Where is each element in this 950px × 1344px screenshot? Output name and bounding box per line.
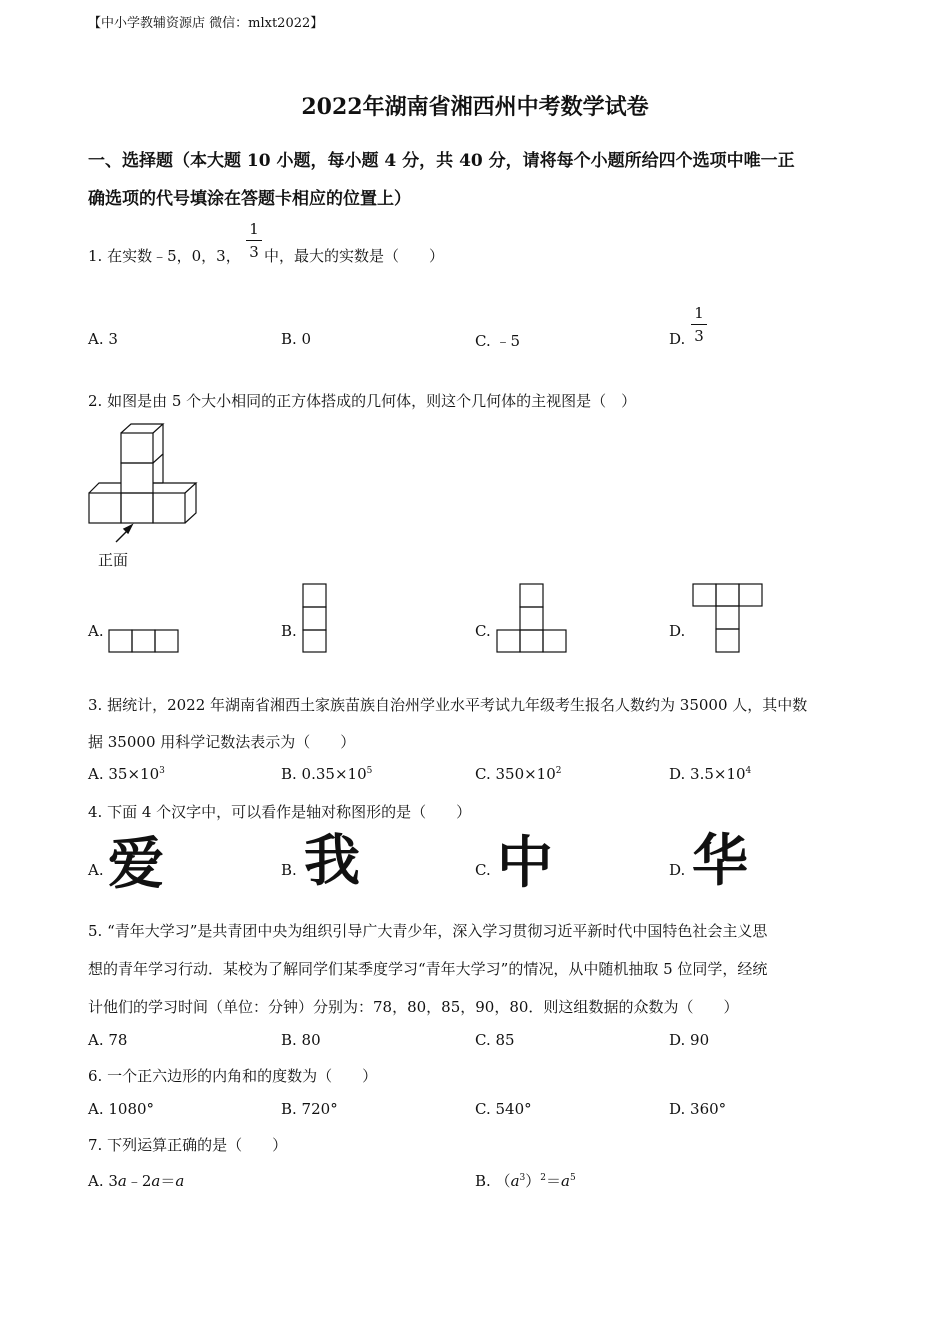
q3-stem-line1: 3. 据统计，2022 年湖南省湘西土家族苗族自治州学业水平考试九年级考生报名人数约为 35000 人，其中数 (88, 696, 808, 714)
q2-front-label: 正面 (98, 551, 129, 569)
q1-fraction-denominator: 3 (249, 243, 259, 261)
q3-option-d[interactable]: D. $3.5\times 10^4$ (669, 765, 752, 783)
q1-option-c[interactable]: C. ﹣5 (475, 332, 521, 350)
q6-stem: 6. 一个正六边形的内角和的度数为（ ） (88, 1067, 378, 1085)
q5-option-a[interactable]: A. 78 (88, 1031, 128, 1049)
q4-char-wo: 我 (304, 829, 360, 894)
q2-option-d[interactable]: D. (669, 622, 686, 640)
q2-option-c-figure (496, 583, 568, 653)
q7-option-b[interactable]: B. $(a^3)^2=a^5$ (475, 1172, 576, 1190)
q5-stem-line1: 5. “青年大学习”是共青团中央为组织引导广大青少年，深入学习贯彻习近平新时代中国特色社会主义思 (88, 922, 768, 940)
q3-option-b[interactable]: B. $0.35\times 10^5$ (281, 765, 373, 783)
q3-stem-line2: 据 35000 用科学记数法表示为（ ） (88, 733, 356, 751)
q1-option-d[interactable]: D. (669, 330, 686, 348)
q3-option-c[interactable]: C. $350\times 10^2$ (475, 765, 562, 783)
q1-option-b[interactable]: B. 0 (281, 330, 312, 348)
q1-option-d-numerator: 1 (694, 304, 704, 322)
q2-option-d-figure (692, 583, 764, 653)
q4-option-c[interactable]: C. (475, 861, 491, 879)
section-heading-line2: 确选项的代号填涂在答题卡相应的位置上） (88, 189, 411, 209)
q1-option-a[interactable]: A. 3 (88, 330, 118, 348)
header-note: 【中小学教辅资源店 微信：mlxt2022】 (88, 16, 324, 31)
q3-option-a[interactable]: A. $35\times 10^3$ (88, 765, 165, 783)
q2-stem: 2. 如图是由 5 个大小相同的正方体搭成的几何体，则这个几何体的主视图是（ ） (88, 392, 637, 410)
q4-stem: 4. 下面 4 个汉字中，可以看作是轴对称图形的是（ ） (88, 803, 472, 821)
q4-char-zhong: 中 (497, 831, 553, 896)
q2-option-a[interactable]: A. (88, 622, 104, 640)
q1-fraction-numerator: 1 (249, 220, 259, 238)
q2-option-b[interactable]: B. (281, 622, 297, 640)
q5-option-b[interactable]: B. 80 (281, 1031, 321, 1049)
q6-option-c[interactable]: C. 540° (475, 1100, 532, 1118)
q7-stem: 7. 下列运算正确的是（ ） (88, 1136, 288, 1154)
q6-option-d[interactable]: D. 360° (669, 1100, 727, 1118)
q2-geometry-figure (86, 422, 206, 552)
section-heading-line1: 一、选择题（本大题 10 小题，每小题 4 分，共 40 分，请将每个小题所给四个选项中唯一正 (88, 151, 795, 171)
q4-option-d[interactable]: D. (669, 861, 686, 879)
page-title: 2022年湖南省湘西州中考数学试卷 (301, 94, 649, 120)
q5-option-d[interactable]: D. 90 (669, 1031, 710, 1049)
q4-char-ai: 爱 (108, 832, 164, 897)
q1-fraction (246, 220, 262, 261)
q2-option-c[interactable]: C. (475, 622, 491, 640)
q1-option-d-denominator: 3 (694, 327, 704, 345)
q5-option-c[interactable]: C. 85 (475, 1031, 515, 1049)
q2-option-b-figure (302, 583, 328, 653)
q2-option-a-figure (108, 629, 180, 653)
q4-char-hua: 华 (692, 829, 748, 894)
q5-stem-line3: 计他们的学习时间（单位：分钟）分别为：78，80，85，90，80．则这组数据的众数为（ ） (88, 998, 739, 1016)
q5-stem-line2: 想的青年学习行动．某校为了解同学们某季度学习“青年大学习”的情况，从中随机抽取 5 位同学，经统 (88, 960, 768, 978)
q6-option-b[interactable]: B. 720° (281, 1100, 338, 1118)
q1-option-d-fraction (691, 304, 707, 345)
q4-option-a[interactable]: A. (88, 861, 104, 879)
q1-stem-start: 1. 在实数﹣5，0，3， (88, 247, 241, 265)
q6-option-a[interactable]: A. 1080° (88, 1100, 155, 1118)
q1-stem-end: 中，最大的实数是（ ） (264, 247, 445, 265)
q4-option-b[interactable]: B. (281, 861, 297, 879)
q7-option-a[interactable]: A. 3a﹣2a＝a (88, 1172, 185, 1190)
